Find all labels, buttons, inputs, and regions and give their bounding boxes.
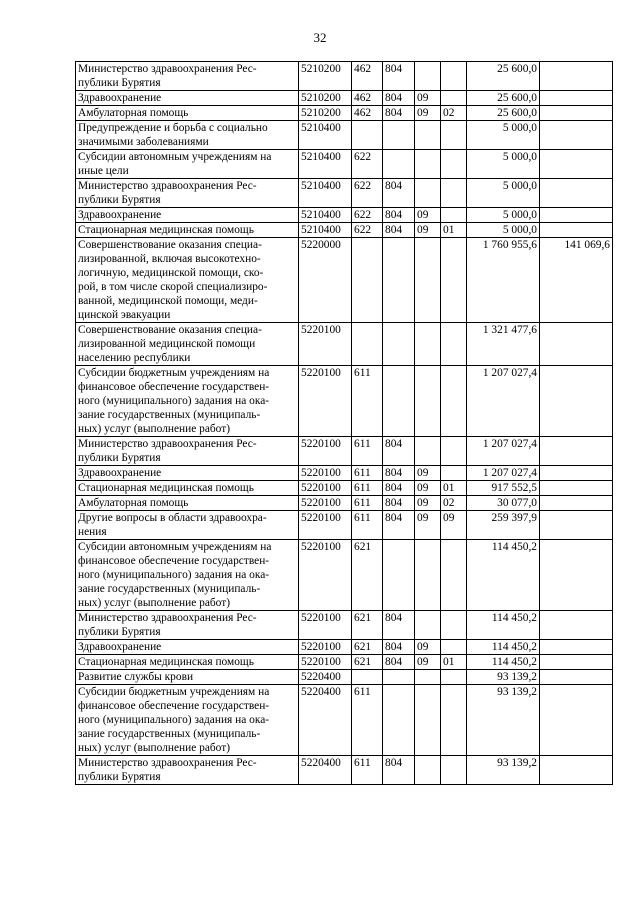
item-name-line: Министерство здравоохранения Рес- bbox=[78, 438, 257, 450]
table-row bbox=[76, 496, 613, 511]
item-name-line: ного (муниципального) задания на ока- bbox=[78, 714, 270, 726]
item-name-line: финансовое обеспечение государствен- bbox=[78, 700, 270, 712]
table-row bbox=[76, 150, 613, 179]
item-name-line: Предупреждение и борьба с социально bbox=[78, 122, 268, 134]
item-name-line: зание государственных (муниципаль- bbox=[78, 583, 261, 595]
department-cell: 804 bbox=[383, 496, 415, 511]
amount-cell: 93 139,2 bbox=[467, 756, 540, 785]
extra-amount-cell bbox=[540, 366, 613, 437]
item-name-cell bbox=[76, 685, 299, 756]
item-name-line: Здравоохранение bbox=[78, 209, 162, 221]
department-cell bbox=[383, 685, 415, 756]
subsection-cell bbox=[441, 150, 467, 179]
budget-code-cell: 5210200 bbox=[299, 62, 352, 91]
item-name-cell bbox=[76, 106, 299, 121]
amount-cell: 1 207 027,4 bbox=[467, 437, 540, 466]
section-cell bbox=[415, 540, 441, 611]
department-cell: 804 bbox=[383, 611, 415, 640]
amount-cell: 259 397,9 bbox=[467, 511, 540, 540]
item-name-line: Совершенствование оказания специа- bbox=[78, 239, 262, 251]
subsection-cell bbox=[441, 437, 467, 466]
section-cell bbox=[415, 150, 441, 179]
subsection-cell bbox=[441, 466, 467, 481]
expense-type-cell bbox=[352, 121, 383, 150]
department-cell: 804 bbox=[383, 106, 415, 121]
section-cell bbox=[415, 62, 441, 91]
section-cell bbox=[415, 179, 441, 208]
section-cell bbox=[415, 611, 441, 640]
item-name-line: публики Бурятия bbox=[78, 452, 161, 464]
item-name-cell bbox=[76, 640, 299, 655]
subsection-cell: 09 bbox=[441, 511, 467, 540]
expense-type-cell: 622 bbox=[352, 223, 383, 238]
item-name-line: публики Бурятия bbox=[78, 194, 161, 206]
department-cell bbox=[383, 366, 415, 437]
subsection-cell bbox=[441, 121, 467, 150]
table-row bbox=[76, 62, 613, 91]
department-cell bbox=[383, 121, 415, 150]
budget-code-cell: 5220400 bbox=[299, 685, 352, 756]
budget-code-cell: 5220400 bbox=[299, 756, 352, 785]
table-row bbox=[76, 481, 613, 496]
budget-code-cell: 5220100 bbox=[299, 655, 352, 670]
subsection-cell bbox=[441, 540, 467, 611]
amount-cell: 5 000,0 bbox=[467, 121, 540, 150]
expense-type-cell bbox=[352, 670, 383, 685]
section-cell bbox=[415, 323, 441, 366]
department-cell: 804 bbox=[383, 756, 415, 785]
item-name-line: Субсидии автономным учреждениям на bbox=[78, 151, 272, 163]
item-name-line: ного (муниципального) задания на ока- bbox=[78, 569, 270, 581]
item-name-line: Субсидии бюджетным учреждениям на bbox=[78, 367, 270, 379]
item-name-cell bbox=[76, 238, 299, 323]
expense-type-cell: 611 bbox=[352, 496, 383, 511]
table-row bbox=[76, 238, 613, 323]
item-name-cell bbox=[76, 466, 299, 481]
department-cell: 804 bbox=[383, 91, 415, 106]
department-cell: 804 bbox=[383, 640, 415, 655]
item-name-line: логичную, медицинской помощи, ско- bbox=[78, 267, 264, 279]
amount-cell: 30 077,0 bbox=[467, 496, 540, 511]
extra-amount-cell bbox=[540, 756, 613, 785]
subsection-cell: 01 bbox=[441, 655, 467, 670]
item-name-line: публики Бурятия bbox=[78, 77, 161, 89]
item-name-line: зание государственных (муниципаль- bbox=[78, 728, 261, 740]
expense-type-cell: 611 bbox=[352, 511, 383, 540]
item-name-cell bbox=[76, 366, 299, 437]
extra-amount-cell bbox=[540, 91, 613, 106]
extra-amount-cell bbox=[540, 106, 613, 121]
budget-code-cell: 5220100 bbox=[299, 481, 352, 496]
expense-type-cell: 621 bbox=[352, 640, 383, 655]
department-cell: 804 bbox=[383, 208, 415, 223]
table-row bbox=[76, 437, 613, 466]
expense-type-cell bbox=[352, 323, 383, 366]
table-row bbox=[76, 540, 613, 611]
item-name-line: значимыми заболеваниями bbox=[78, 136, 209, 148]
item-name-cell bbox=[76, 323, 299, 366]
amount-cell: 5 000,0 bbox=[467, 179, 540, 208]
amount-cell: 5 000,0 bbox=[467, 223, 540, 238]
item-name-cell bbox=[76, 655, 299, 670]
item-name-line: Здравоохранение bbox=[78, 92, 162, 104]
item-name-cell bbox=[76, 179, 299, 208]
section-cell: 09 bbox=[415, 106, 441, 121]
extra-amount-cell: 141 069,6 bbox=[540, 238, 613, 323]
item-name-line: Стационарная медицинская помощь bbox=[78, 224, 254, 236]
department-cell bbox=[383, 670, 415, 685]
item-name-line: ных) услуг (выполнение работ) bbox=[78, 423, 230, 435]
item-name-line: Здравоохранение bbox=[78, 467, 162, 479]
item-name-line: Министерство здравоохранения Рес- bbox=[78, 612, 257, 624]
amount-cell: 25 600,0 bbox=[467, 91, 540, 106]
department-cell bbox=[383, 540, 415, 611]
amount-cell: 93 139,2 bbox=[467, 685, 540, 756]
table-row bbox=[76, 366, 613, 437]
section-cell bbox=[415, 238, 441, 323]
table-row bbox=[76, 466, 613, 481]
table-row bbox=[76, 223, 613, 238]
table-row bbox=[76, 323, 613, 366]
subsection-cell: 01 bbox=[441, 481, 467, 496]
item-name-cell bbox=[76, 62, 299, 91]
section-cell: 09 bbox=[415, 640, 441, 655]
table-row bbox=[76, 121, 613, 150]
subsection-cell bbox=[441, 238, 467, 323]
item-name-line: ных) услуг (выполнение работ) bbox=[78, 742, 230, 754]
item-name-line: публики Бурятия bbox=[78, 771, 161, 783]
item-name-line: Министерство здравоохранения Рес- bbox=[78, 757, 257, 769]
budget-code-cell: 5220100 bbox=[299, 640, 352, 655]
amount-cell: 1 321 477,6 bbox=[467, 323, 540, 366]
extra-amount-cell bbox=[540, 150, 613, 179]
budget-code-cell: 5220100 bbox=[299, 437, 352, 466]
item-name-line: нения bbox=[78, 526, 107, 538]
expense-type-cell: 621 bbox=[352, 611, 383, 640]
budget-code-cell: 5220100 bbox=[299, 466, 352, 481]
amount-cell: 93 139,2 bbox=[467, 670, 540, 685]
item-name-line: финансовое обеспечение государствен- bbox=[78, 555, 270, 567]
item-name-line: иные цели bbox=[78, 165, 129, 177]
section-cell bbox=[415, 366, 441, 437]
expense-type-cell: 622 bbox=[352, 150, 383, 179]
amount-cell: 1 207 027,4 bbox=[467, 366, 540, 437]
section-cell: 09 bbox=[415, 481, 441, 496]
expense-type-cell: 611 bbox=[352, 466, 383, 481]
item-name-line: Министерство здравоохранения Рес- bbox=[78, 63, 257, 75]
item-name-line: ных) услуг (выполнение работ) bbox=[78, 597, 230, 609]
table-body bbox=[76, 62, 613, 785]
amount-cell: 1 760 955,6 bbox=[467, 238, 540, 323]
subsection-cell bbox=[441, 640, 467, 655]
department-cell: 804 bbox=[383, 62, 415, 91]
table-row bbox=[76, 756, 613, 785]
item-name-line: рой, в том числе скорой специализиро- bbox=[78, 281, 268, 293]
subsection-cell bbox=[441, 366, 467, 437]
expense-type-cell: 622 bbox=[352, 208, 383, 223]
subsection-cell: 02 bbox=[441, 496, 467, 511]
budget-code-cell: 5210200 bbox=[299, 106, 352, 121]
amount-cell: 114 450,2 bbox=[467, 540, 540, 611]
section-cell: 09 bbox=[415, 511, 441, 540]
subsection-cell bbox=[441, 179, 467, 208]
item-name-cell bbox=[76, 756, 299, 785]
item-name-line: финансовое обеспечение государствен- bbox=[78, 381, 270, 393]
table-row bbox=[76, 106, 613, 121]
amount-cell: 25 600,0 bbox=[467, 106, 540, 121]
budget-code-cell: 5210400 bbox=[299, 208, 352, 223]
amount-cell: 114 450,2 bbox=[467, 640, 540, 655]
department-cell bbox=[383, 150, 415, 179]
table-row bbox=[76, 640, 613, 655]
item-name-cell bbox=[76, 670, 299, 685]
item-name-cell bbox=[76, 437, 299, 466]
item-name-line: Развитие службы крови bbox=[78, 671, 194, 683]
item-name-cell bbox=[76, 150, 299, 179]
table-row bbox=[76, 670, 613, 685]
extra-amount-cell bbox=[540, 208, 613, 223]
extra-amount-cell bbox=[540, 611, 613, 640]
extra-amount-cell bbox=[540, 685, 613, 756]
item-name-cell bbox=[76, 121, 299, 150]
section-cell bbox=[415, 756, 441, 785]
subsection-cell bbox=[441, 91, 467, 106]
item-name-line: Министерство здравоохранения Рес- bbox=[78, 180, 257, 192]
item-name-line: публики Бурятия bbox=[78, 626, 161, 638]
item-name-line: Совершенствование оказания специа- bbox=[78, 324, 262, 336]
budget-table bbox=[75, 61, 613, 785]
amount-cell: 5 000,0 bbox=[467, 150, 540, 179]
item-name-cell bbox=[76, 540, 299, 611]
budget-code-cell: 5220100 bbox=[299, 540, 352, 611]
item-name-line: лизированной, включая высокотехно- bbox=[78, 253, 261, 265]
section-cell: 09 bbox=[415, 466, 441, 481]
budget-code-cell: 5220400 bbox=[299, 670, 352, 685]
subsection-cell bbox=[441, 756, 467, 785]
extra-amount-cell bbox=[540, 223, 613, 238]
subsection-cell bbox=[441, 685, 467, 756]
budget-code-cell: 5220100 bbox=[299, 323, 352, 366]
item-name-line: Субсидии автономным учреждениям на bbox=[78, 541, 272, 553]
section-cell: 09 bbox=[415, 91, 441, 106]
extra-amount-cell bbox=[540, 179, 613, 208]
item-name-line: Стационарная медицинская помощь bbox=[78, 482, 254, 494]
expense-type-cell: 611 bbox=[352, 756, 383, 785]
amount-cell: 25 600,0 bbox=[467, 62, 540, 91]
department-cell: 804 bbox=[383, 223, 415, 238]
item-name-cell bbox=[76, 496, 299, 511]
item-name-cell bbox=[76, 511, 299, 540]
amount-cell: 114 450,2 bbox=[467, 655, 540, 670]
item-name-line: Здравоохранение bbox=[78, 641, 162, 653]
subsection-cell bbox=[441, 323, 467, 366]
department-cell bbox=[383, 323, 415, 366]
expense-type-cell: 462 bbox=[352, 91, 383, 106]
item-name-cell bbox=[76, 91, 299, 106]
department-cell: 804 bbox=[383, 481, 415, 496]
budget-code-cell: 5210400 bbox=[299, 121, 352, 150]
section-cell bbox=[415, 437, 441, 466]
extra-amount-cell bbox=[540, 511, 613, 540]
budget-code-cell: 5210400 bbox=[299, 223, 352, 238]
item-name-line: Другие вопросы в области здравоохра- bbox=[78, 512, 267, 524]
table-row bbox=[76, 208, 613, 223]
extra-amount-cell bbox=[540, 481, 613, 496]
item-name-line: Субсидии бюджетным учреждениям на bbox=[78, 686, 270, 698]
item-name-line: цинской эвакуации bbox=[78, 309, 171, 321]
section-cell: 09 bbox=[415, 208, 441, 223]
budget-code-cell: 5220000 bbox=[299, 238, 352, 323]
department-cell: 804 bbox=[383, 466, 415, 481]
department-cell: 804 bbox=[383, 179, 415, 208]
budget-code-cell: 5220100 bbox=[299, 611, 352, 640]
section-cell bbox=[415, 685, 441, 756]
department-cell: 804 bbox=[383, 655, 415, 670]
extra-amount-cell bbox=[540, 670, 613, 685]
subsection-cell: 01 bbox=[441, 223, 467, 238]
item-name-line: зание государственных (муниципаль- bbox=[78, 409, 261, 421]
expense-type-cell: 611 bbox=[352, 685, 383, 756]
table-row bbox=[76, 611, 613, 640]
department-cell: 804 bbox=[383, 511, 415, 540]
item-name-cell bbox=[76, 223, 299, 238]
amount-cell: 917 552,5 bbox=[467, 481, 540, 496]
department-cell: 804 bbox=[383, 437, 415, 466]
amount-cell: 5 000,0 bbox=[467, 208, 540, 223]
expense-type-cell: 611 bbox=[352, 481, 383, 496]
budget-code-cell: 5220100 bbox=[299, 366, 352, 437]
extra-amount-cell bbox=[540, 62, 613, 91]
table-row bbox=[76, 91, 613, 106]
subsection-cell bbox=[441, 208, 467, 223]
extra-amount-cell bbox=[540, 437, 613, 466]
budget-code-cell: 5210400 bbox=[299, 179, 352, 208]
item-name-line: ного (муниципального) задания на ока- bbox=[78, 395, 270, 407]
section-cell bbox=[415, 121, 441, 150]
section-cell: 09 bbox=[415, 496, 441, 511]
item-name-cell bbox=[76, 208, 299, 223]
subsection-cell: 02 bbox=[441, 106, 467, 121]
department-cell bbox=[383, 238, 415, 323]
section-cell: 09 bbox=[415, 655, 441, 670]
expense-type-cell: 462 bbox=[352, 106, 383, 121]
budget-code-cell: 5220100 bbox=[299, 496, 352, 511]
extra-amount-cell bbox=[540, 640, 613, 655]
subsection-cell bbox=[441, 670, 467, 685]
extra-amount-cell bbox=[540, 496, 613, 511]
extra-amount-cell bbox=[540, 323, 613, 366]
table-row bbox=[76, 655, 613, 670]
extra-amount-cell bbox=[540, 655, 613, 670]
extra-amount-cell bbox=[540, 540, 613, 611]
item-name-line: Стационарная медицинская помощь bbox=[78, 656, 254, 668]
subsection-cell bbox=[441, 611, 467, 640]
section-cell: 09 bbox=[415, 223, 441, 238]
expense-type-cell bbox=[352, 238, 383, 323]
amount-cell: 114 450,2 bbox=[467, 611, 540, 640]
item-name-line: Амбулаторная помощь bbox=[78, 107, 189, 119]
item-name-line: Амбулаторная помощь bbox=[78, 497, 189, 509]
extra-amount-cell bbox=[540, 121, 613, 150]
expense-type-cell: 611 bbox=[352, 437, 383, 466]
subsection-cell bbox=[441, 62, 467, 91]
expense-type-cell: 611 bbox=[352, 366, 383, 437]
item-name-line: лизированной медицинской помощи bbox=[78, 338, 256, 350]
expense-type-cell: 621 bbox=[352, 540, 383, 611]
budget-code-cell: 5210400 bbox=[299, 150, 352, 179]
table-row bbox=[76, 179, 613, 208]
section-cell bbox=[415, 670, 441, 685]
page-number: 32 bbox=[313, 30, 327, 45]
table-row bbox=[76, 685, 613, 756]
extra-amount-cell bbox=[540, 466, 613, 481]
budget-code-cell: 5220100 bbox=[299, 511, 352, 540]
item-name-cell bbox=[76, 611, 299, 640]
budget-code-cell: 5210200 bbox=[299, 91, 352, 106]
amount-cell: 1 207 027,4 bbox=[467, 466, 540, 481]
item-name-line: населению республики bbox=[78, 352, 191, 364]
expense-type-cell: 622 bbox=[352, 179, 383, 208]
expense-type-cell: 462 bbox=[352, 62, 383, 91]
item-name-line: ванной, медицинской помощи, меди- bbox=[78, 295, 258, 307]
table-row bbox=[76, 511, 613, 540]
expense-type-cell: 621 bbox=[352, 655, 383, 670]
item-name-cell bbox=[76, 481, 299, 496]
